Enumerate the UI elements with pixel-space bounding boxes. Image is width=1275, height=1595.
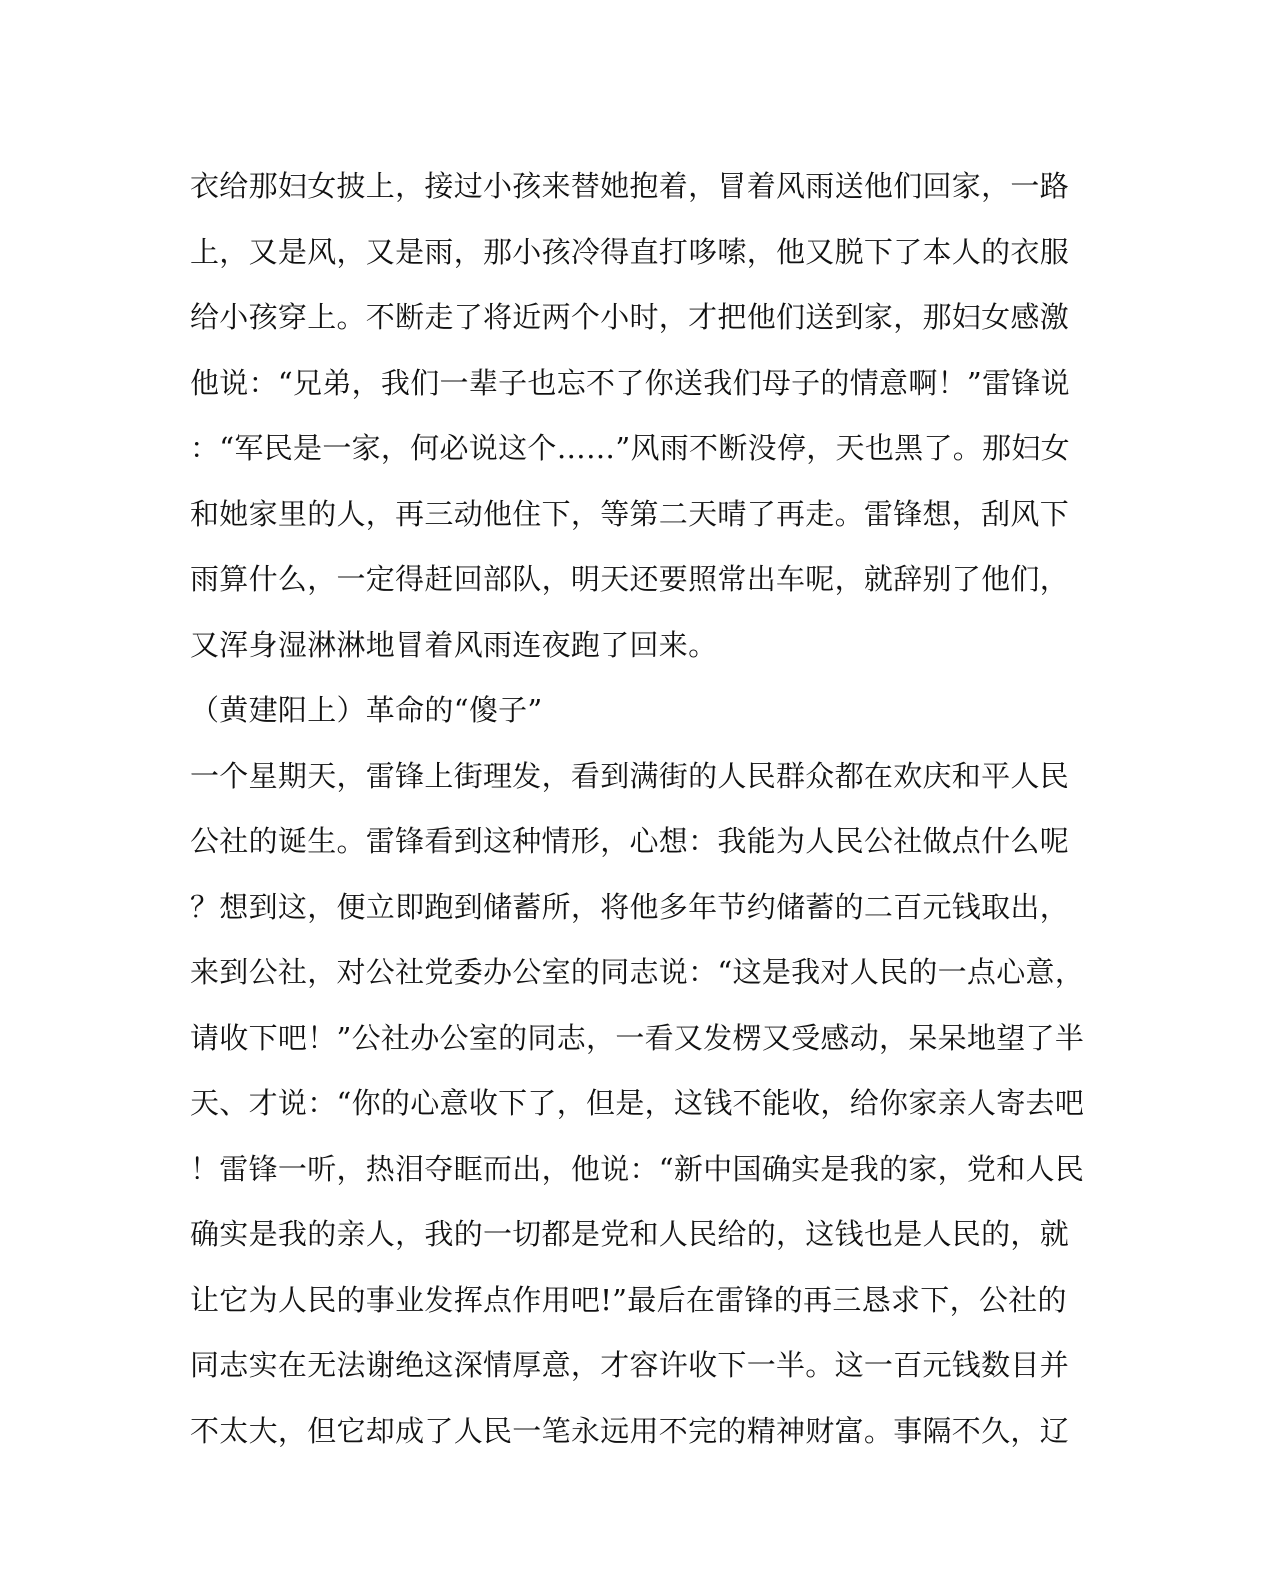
body-text bbox=[190, 160, 1085, 1470]
text-line: 上，又是风，又是雨，那小孩冷得直打哆嗦，他又脱下了本人的衣服 bbox=[190, 234, 1070, 269]
text-line: 让它为人民的事业发挥点作用吧!”最后在雷锋的再三恳求下，公社的 bbox=[190, 1282, 1067, 1317]
text-line: 不太大，但它却成了人民一笔永远用不完的精神财富。事隔不久，辽 bbox=[190, 1413, 1070, 1448]
text-line: 天、才说：“你的心意收下了，但是，这钱不能收，给你家亲人寄去吧 bbox=[190, 1086, 1085, 1120]
text-line: 公社的诞生。雷锋看到这种情形，心想：我能为人民公社做点什么呢 bbox=[190, 824, 1070, 858]
text-line: 同志实在无法谢绝这深情厚意，才容许收下一半。这一百元钱数目并 bbox=[190, 1348, 1070, 1382]
text-line: 确实是我的亲人，我的一切都是党和人民给的，这钱也是人民的，就 bbox=[190, 1217, 1070, 1251]
section-heading: （黄建阳上）革命的“傻子” bbox=[190, 693, 543, 727]
text-line: 衣给那妇女披上，接过小孩来替她抱着，冒着风雨送他们回家，一路 bbox=[190, 169, 1070, 203]
text-line: 来到公社，对公社党委办公室的同志说：“这是我对人民的一点心意， bbox=[190, 955, 1085, 989]
text-line: 一个星期天，雷锋上街理发，看到满街的人民群众都在欢庆和平人民 bbox=[190, 758, 1070, 793]
text-line: 雨算什么，一定得赶回部队，明天还要照常出车呢，就辞别了他们， bbox=[190, 562, 1070, 596]
text-line: ？想到这，便立即跑到储蓄所，将他多年节约储蓄的二百元钱取出， bbox=[190, 889, 1070, 924]
text-line: ！雷锋一听，热泪夺眶而出，他说：“新中国确实是我的家，党和人民 bbox=[190, 1151, 1085, 1186]
text-line: ：“军民是一家，何必说这个……”风雨不断没停，天也黑了。那妇女 bbox=[190, 431, 1070, 465]
text-line: 又浑身湿淋淋地冒着风雨连夜跑了回来。 bbox=[190, 627, 718, 662]
text-line: 和她家里的人，再三动他住下，等第二天晴了再走。雷锋想，刮风下 bbox=[190, 496, 1070, 531]
text-line: 他说：“兄弟，我们一辈子也忘不了你送我们母子的情意啊！”雷锋说 bbox=[190, 365, 1070, 400]
text-line: 请收下吧！”公社办公室的同志，一看又发楞又受感动，呆呆地望了半 bbox=[190, 1020, 1085, 1055]
text-line: 给小孩穿上。不断走了将近两个小时，才把他们送到家，那妇女感激 bbox=[190, 300, 1070, 334]
